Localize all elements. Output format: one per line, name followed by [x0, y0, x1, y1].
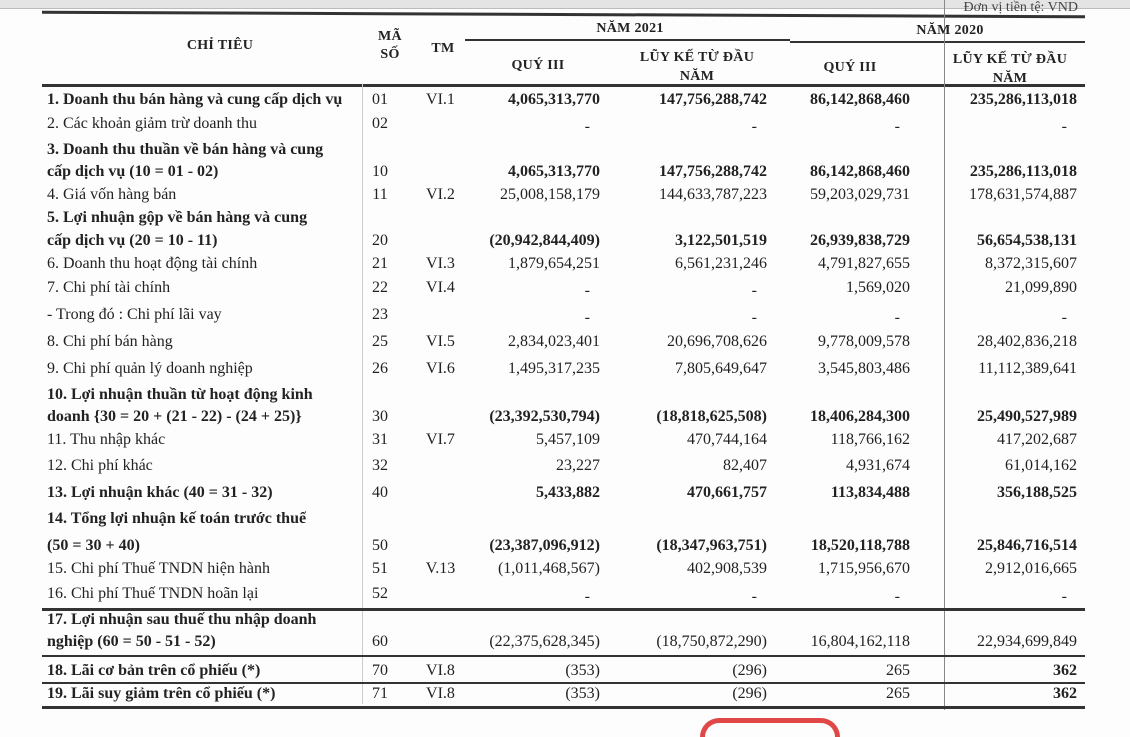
- row-value: 21,099,890: [1005, 279, 1077, 296]
- rule-before-row-17: [42, 608, 1085, 611]
- row-value: 5,457,109: [536, 431, 600, 448]
- row-value: -: [751, 282, 757, 299]
- row-value: -: [1061, 118, 1067, 135]
- row-code: 31: [372, 431, 388, 448]
- row-label: 14. Tổng lợi nhuận kế toán trước thuế: [47, 510, 307, 527]
- row-value: 25,846,716,514: [977, 537, 1077, 554]
- row-label: (50 = 30 + 40): [47, 537, 140, 554]
- row-value: (18,347,963,751): [656, 537, 767, 554]
- header-tm: TM: [431, 41, 455, 56]
- row-code: 21: [372, 255, 388, 272]
- row-note-ref: VI.7: [426, 431, 455, 448]
- top-rule: [42, 11, 1085, 19]
- row-label: 17. Lợi nhuận sau thuế thu nhập doanh: [47, 611, 317, 628]
- row-note-ref: VI.3: [426, 255, 455, 272]
- row-label: 18. Lãi cơ bản trên cổ phiếu (*): [47, 662, 261, 679]
- row-value: 9,778,009,578: [818, 333, 910, 350]
- row-value: 144,633,787,223: [659, 186, 767, 203]
- row-value: 4,065,313,770: [508, 91, 600, 108]
- row-label: nghiệp (60 = 50 - 51 - 52): [47, 633, 216, 650]
- row-note-ref: VI.8: [426, 662, 455, 679]
- row-value: 23,227: [556, 457, 600, 474]
- row-value: 2,834,023,401: [508, 333, 600, 350]
- row-value: 118,766,162: [830, 431, 910, 448]
- row-value: 59,203,029,731: [810, 186, 910, 203]
- row-label: 7. Chi phí tài chính: [47, 279, 171, 296]
- row-value: 4,791,827,655: [818, 255, 910, 272]
- row-code: 01: [372, 91, 388, 108]
- header-q3-2021: QUÝ III: [511, 58, 565, 73]
- row-code: 51: [372, 560, 388, 577]
- row-value: 20,696,708,626: [667, 333, 767, 350]
- row-value: 235,286,113,018: [969, 91, 1077, 108]
- row-value: 417,202,687: [997, 431, 1077, 448]
- row-code: 02: [372, 115, 388, 132]
- row-value: 362: [1053, 662, 1077, 679]
- row-value: (18,750,872,290): [656, 633, 767, 650]
- row-code: 10: [372, 163, 388, 180]
- row-label: 19. Lãi suy giảm trên cổ phiếu (*): [47, 685, 276, 702]
- row-value: 356,188,525: [997, 484, 1077, 501]
- row-note-ref: VI.4: [426, 279, 455, 296]
- row-value: 3,122,501,519: [675, 232, 767, 249]
- row-label: cấp dịch vụ (20 = 10 - 11): [47, 232, 218, 249]
- row-value: (23,387,096,912): [489, 537, 600, 554]
- row-value: 5,433,882: [536, 484, 600, 501]
- row-value: -: [584, 309, 590, 326]
- row-value: (20,942,844,409): [489, 232, 600, 249]
- header-bottom-rule: [42, 84, 1085, 87]
- row-code: 70: [372, 662, 388, 679]
- row-label: 13. Lợi nhuận khác (40 = 31 - 32): [47, 484, 273, 501]
- row-value: 16,804,162,118: [810, 633, 910, 650]
- row-note-ref: VI.8: [426, 685, 455, 702]
- row-value: (18,818,625,508): [656, 408, 767, 425]
- row-code: 52: [372, 585, 388, 602]
- header-chi-tieu: CHỈ TIÊU: [186, 38, 254, 53]
- viewer-top-bar: [0, 0, 1130, 9]
- row-note-ref: V.13: [425, 560, 456, 577]
- row-value: (22,375,628,345): [489, 633, 600, 650]
- row-value: 362: [1053, 685, 1077, 702]
- row-value: 86,142,868,460: [810, 91, 910, 108]
- row-value: (296): [732, 685, 767, 702]
- row-value: -: [584, 282, 590, 299]
- row-code: 40: [372, 484, 388, 501]
- row-value: 28,402,836,218: [977, 333, 1077, 350]
- row-value: 22,934,699,849: [977, 633, 1077, 650]
- row-value: 265: [886, 662, 910, 679]
- year-2021-rule: [465, 39, 790, 41]
- row-note-ref: VI.2: [426, 186, 455, 203]
- row-value: 3,545,803,486: [818, 360, 910, 377]
- row-value: -: [751, 588, 757, 605]
- row-value: (353): [565, 662, 600, 679]
- row-value: 4,931,674: [846, 457, 910, 474]
- row-value: (296): [732, 662, 767, 679]
- row-code: 22: [372, 279, 388, 296]
- row-label: doanh {30 = 20 + (21 - 22) - (24 + 25)}: [47, 408, 302, 425]
- row-value: 18,406,284,300: [810, 408, 910, 425]
- row-value: 147,756,288,742: [659, 91, 767, 108]
- unit-note: Đơn vị tiền tệ: VND: [963, 0, 1078, 15]
- row-value: 8,372,315,607: [985, 255, 1077, 272]
- row-value: 402,908,539: [687, 560, 767, 577]
- row-value: 26,939,838,729: [810, 232, 910, 249]
- row-code: 11: [372, 186, 388, 203]
- row-value: 147,756,288,742: [659, 163, 767, 180]
- rule-after-row-17: [42, 655, 1085, 657]
- row-code: 23: [372, 306, 388, 323]
- row-value: 25,490,527,989: [977, 408, 1077, 425]
- row-label: 5. Lợi nhuận gộp về bán hàng và cung: [47, 209, 308, 226]
- row-code: 32: [372, 457, 388, 474]
- row-value: 18,520,118,788: [810, 537, 910, 554]
- row-label: 1. Doanh thu bán hàng và cung cấp dịch vụ: [47, 91, 343, 108]
- header-ytd-2021: LŨY KẾ TỪ ĐẦU NĂM: [639, 50, 755, 84]
- row-value: 113,834,488: [830, 484, 910, 501]
- row-value: -: [751, 118, 757, 135]
- row-label: 2. Các khoản giảm trừ doanh thu: [47, 115, 257, 132]
- row-value: -: [1061, 309, 1067, 326]
- row-value: (1,011,468,567): [497, 560, 600, 577]
- row-value: 1,569,020: [846, 279, 910, 296]
- row-value: 11,112,389,641: [978, 360, 1077, 377]
- row-code: 30: [372, 408, 388, 425]
- row-value: 56,654,538,131: [977, 232, 1077, 249]
- row-value: 1,879,654,251: [508, 255, 600, 272]
- row-label: 4. Giá vốn hàng bán: [47, 186, 177, 203]
- row-value: -: [1061, 588, 1067, 605]
- row-label: - Trong đó : Chi phí lãi vay: [47, 306, 222, 323]
- row-label: 15. Chi phí Thuế TNDN hiện hành: [47, 560, 270, 577]
- row-value: 61,014,162: [1005, 457, 1077, 474]
- row-value: 235,286,113,018: [969, 163, 1077, 180]
- row-code: 25: [372, 333, 388, 350]
- row-code: 71: [372, 685, 388, 702]
- row-value: 470,661,757: [687, 484, 767, 501]
- row-value: 4,065,313,770: [508, 163, 600, 180]
- row-value: 178,631,574,887: [969, 186, 1077, 203]
- row-code: 60: [372, 633, 388, 650]
- row-value: -: [751, 309, 757, 326]
- row-label: 6. Doanh thu hoạt động tài chính: [47, 255, 258, 272]
- row-value: 265: [886, 685, 910, 702]
- row-code: 26: [372, 360, 388, 377]
- scan-line: [362, 84, 363, 704]
- row-value: 2,912,016,665: [985, 560, 1077, 577]
- rule-after-row-19: [42, 706, 1085, 709]
- row-value: 86,142,868,460: [810, 163, 910, 180]
- row-note-ref: VI.1: [426, 91, 455, 108]
- row-label: 16. Chi phí Thuế TNDN hoãn lại: [47, 585, 259, 602]
- row-value: -: [894, 309, 900, 326]
- row-value: (23,392,530,794): [489, 408, 600, 425]
- header-ma-so: MÃ SỐ: [378, 29, 402, 62]
- company-seal: [700, 718, 840, 737]
- row-value: 6,561,231,246: [675, 255, 767, 272]
- header-q3-2020: QUÝ III: [823, 60, 877, 75]
- row-label: 3. Doanh thu thuần về bán hàng và cung: [47, 141, 324, 158]
- row-value: 82,407: [723, 457, 767, 474]
- row-code: 20: [372, 232, 388, 249]
- header-ytd-2020: LŨY KẾ TỪ ĐẦU NĂM: [952, 52, 1068, 86]
- row-label: 10. Lợi nhuận thuần từ hoạt động kinh: [47, 386, 313, 403]
- row-value: 1,715,956,670: [818, 560, 910, 577]
- rule-after-row-18: [42, 682, 1085, 684]
- year-2020-rule: [790, 41, 1085, 43]
- row-value: -: [894, 118, 900, 135]
- row-value: 7,805,649,647: [675, 360, 767, 377]
- row-label: 9. Chi phí quản lý doanh nghiệp: [47, 360, 253, 377]
- row-code: 50: [372, 537, 388, 554]
- header-year-2021: NĂM 2021: [596, 21, 664, 36]
- header-year-2020: NĂM 2020: [916, 23, 984, 38]
- row-label: 8. Chi phí bán hàng: [47, 333, 173, 350]
- row-value: (353): [565, 685, 600, 702]
- row-value: 25,008,158,179: [500, 186, 600, 203]
- row-label: 11. Thu nhập khác: [47, 431, 166, 448]
- row-note-ref: VI.6: [426, 360, 455, 377]
- row-value: -: [894, 588, 900, 605]
- row-note-ref: VI.5: [426, 333, 455, 350]
- row-label: 12. Chi phí khác: [47, 457, 153, 474]
- row-value: 1,495,317,235: [508, 360, 600, 377]
- row-value: 470,744,164: [687, 431, 767, 448]
- row-label: cấp dịch vụ (10 = 01 - 02): [47, 163, 219, 180]
- row-value: -: [584, 588, 590, 605]
- row-value: -: [584, 118, 590, 135]
